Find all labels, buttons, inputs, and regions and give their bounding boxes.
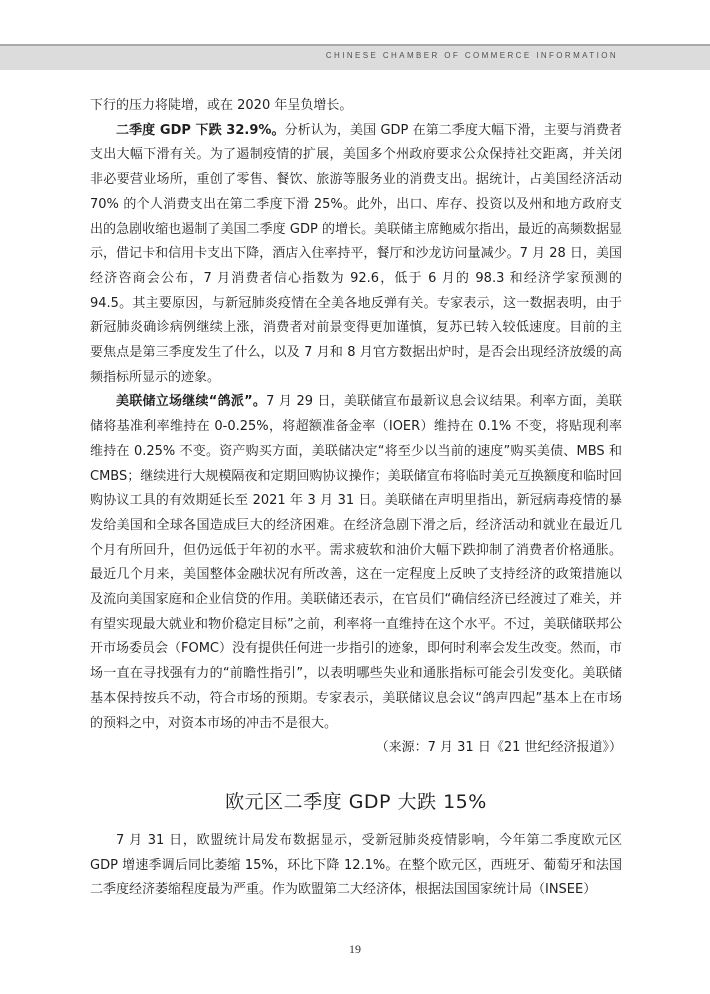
page-number: 19 — [349, 942, 361, 956]
header-title: CHINESE CHAMBER OF COMMERCE INFORMATION — [325, 51, 618, 60]
source-citation: （来源：7 月 31 日《21 世纪经济报道》） — [375, 740, 622, 756]
paragraph-gdp-text: 分析认为，美国 GDP 在第二季度大幅下滑，主要与消费者支出大幅下滑有关。为了遏制疫情的扩展，美国多个州政府要求公众保持社交距离，并关闭非必要营业场所，重创了零售、餐饮、旅游等服务业的消费支出。据统计，占美国经济活动 70% 的个人消费支出在第二季度下滑 25%。此外，出口、库存、投资以及州和地方政府支出的急剧收缩也遏制了美国二季度 GDP 的增长。美联储主席鲍威尔指出，最近的高频数据显示，借记卡和信用卡支出下降，酒店入住率持平，餐厅和沙龙访问量减少。7 月 28 日，美国经济咨商会公布，7 月消费者信心指数为 92.6，低于 6 月的 98.3 和经济学家预测的 94.5。其主要原因，与新冠肺炎疫情在全美各地反弹有关。专家表示，这一数据表明，由于新冠肺炎确诊病例继续上涨，消费者对前景变得更加谨慎，复苏已转入较低速度。目前的主要焦点是第三季度发生了什么，以及 7 月和 8 月官方数据出炉时，是否会出现经济放缓的高频指标所显示的迹象。 — [90, 122, 622, 385]
header-band — [0, 44, 710, 70]
paragraph-gdp-lead: 二季度 GDP 下跌 32.9%。 — [116, 122, 285, 138]
article-body — [90, 94, 622, 903]
paragraph-eurozone: 7 月 31 日，欧盟统计局发布数据显示，受新冠肺炎疫情影响，今年第二季度欧元区 GDP 增速季调后同比萎缩 15%，环比下降 12.1%。在整个欧元区，西班牙、葡萄牙和法国二季度经济萎缩程度最为严重。作为欧盟第二大经济体，根据法国国家统计局（INSEE） — [90, 832, 622, 898]
header-divider — [0, 44, 710, 46]
paragraph-fed-text: 7 月 29 日，美联储宣布最新议息会议结果。利率方面，美联储将基准利率维持在 0-0.25%，将超额准备金率（IOER）维持在 0.1% 不变，将贴现利率维持在 0.25% 不变。资产购买方面，美联储决定“将至少以当前的速度”购买美债、MBS 和 CMBS；继续进行大规模隔夜和定期回购协议操作；美联储宣布将临时美元互换额度和临时回购协议工具的有效期延长至 2021 年 3 月 31 日。美联储在声明里指出，新冠病毒疫情的暴发给美国和全球各国造成巨大的经济困难。在经济急剧下滑之后，经济活动和就业在最近几个月有所回升，但仍远低于年初的水平。需求疲软和油价大幅下跌抑制了消费者价格通胀。最近几个月来，美国整体金融状况有所改善，这在一定程度上反映了支持经济的政策措施以及流向美国家庭和企业信贷的作用。美联储还表示，在官员们“确信经济已经渡过了难关，并有望实现最大就业和物价稳定目标”之前，利率将一直维持在这个水平。不过，美联储联邦公开市场委员会（FOMC）没有提供任何进一步指引的迹象，即何时利率会发生改变。然而，市场一直在寻找强有力的“前瞻性指引”，以表明哪些失业和通胀指标可能会引发变化。美联储基本保持按兵不动，符合市场的预期。专家表示，美联储议息会议“鸽声四起”基本上在市场的预料之中，对资本市场的冲击不是很大。 — [90, 394, 623, 731]
paragraph-fed-lead: 美联储立场继续“鸽派”。 — [116, 394, 267, 410]
paragraph-1: 下行的压力将陡增，或在 2020 年呈负增长。 — [90, 98, 353, 113]
paragraph-gdp — [90, 119, 622, 391]
section-title: 欧元区二季度 GDP 大跌 15% — [225, 790, 487, 813]
paragraph-fed — [90, 390, 622, 736]
